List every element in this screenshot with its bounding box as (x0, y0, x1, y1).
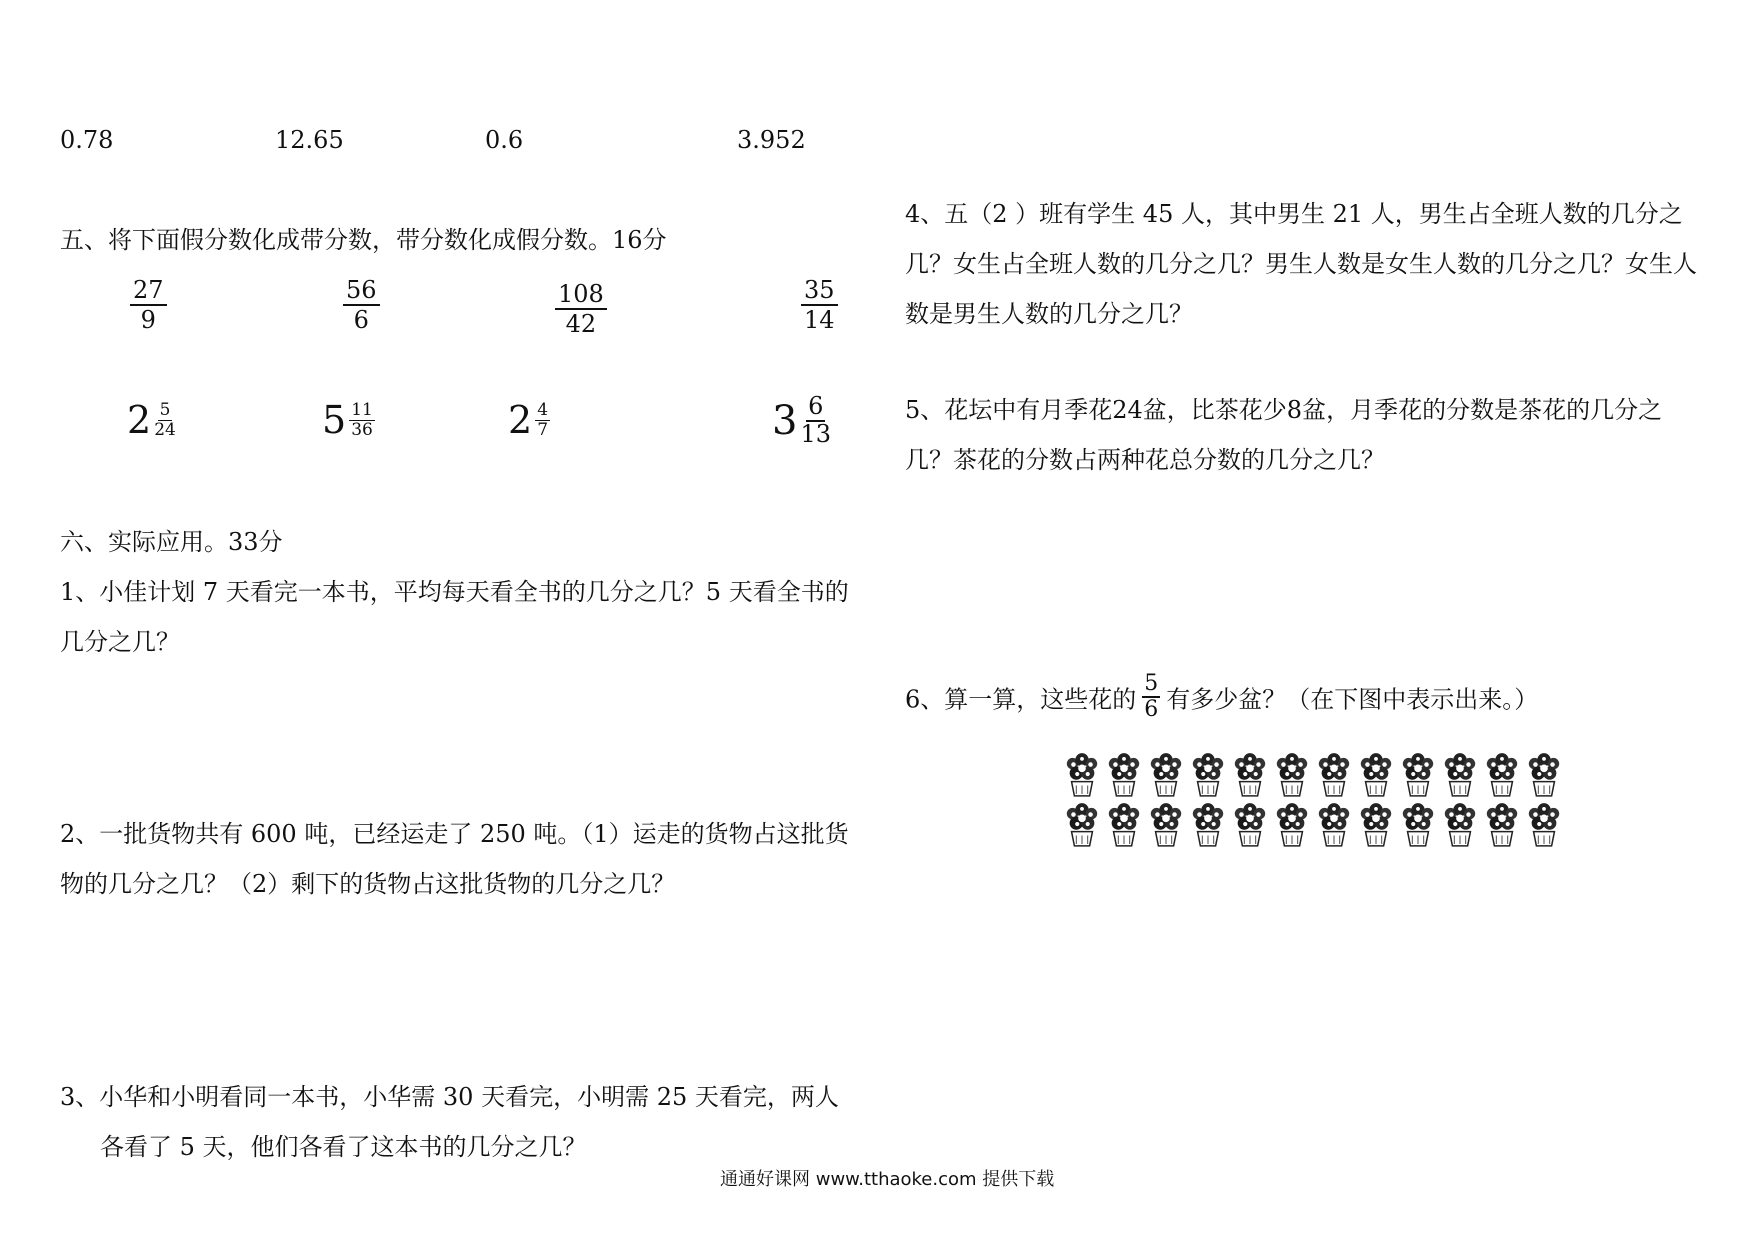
flower-pot (1315, 752, 1353, 798)
flower-pot (1441, 752, 1479, 798)
mixed-whole: 3 (772, 397, 798, 444)
improper-fraction-2 (343, 277, 380, 333)
fraction-denominator: 9 (140, 306, 156, 334)
flower-row-2 (1063, 802, 1563, 848)
mixed-number-3 (508, 400, 550, 440)
flower-pot (1231, 752, 1269, 798)
mixed-denominator: 24 (154, 420, 176, 440)
mixed-denominator: 13 (800, 420, 831, 448)
question-6-prefix: 6、算一算，这些花的 (905, 685, 1137, 714)
improper-fraction-3 (555, 281, 607, 337)
flower-pot (1189, 752, 1227, 798)
flower-pot (1525, 802, 1563, 848)
flower-pot (1273, 752, 1311, 798)
mixed-denominator: 36 (351, 420, 373, 440)
flower-row-1 (1063, 752, 1563, 798)
flower-pot (1147, 802, 1185, 848)
fraction-numerator: 108 (555, 281, 607, 310)
mixed-numerator: 5 (159, 400, 171, 420)
section5-title: 五、将下面假分数化成带分数，带分数化成假分数。16分 (60, 226, 667, 254)
flower-pot (1105, 802, 1143, 848)
fraction-numerator: 27 (130, 277, 167, 306)
mixed-numerator: 4 (537, 400, 549, 420)
mixed-denominator: 7 (537, 420, 549, 440)
fraction-denominator: 6 (1144, 697, 1159, 722)
flower-pot (1525, 752, 1563, 798)
question-6 (905, 671, 1539, 726)
improper-fraction-1 (130, 277, 167, 333)
question-4: 4、五（2 ）班有学生 45 人，其中男生 21 人，男生占全班人数的几分之几？女生占全班人数的几分之几？男生人数是女生人数的几分之几？女生人数是男生人数的几分之几？ (905, 200, 1697, 328)
mixed-whole: 2 (508, 398, 533, 442)
top-number-1: 0.78 (60, 126, 114, 154)
flower-pot (1483, 802, 1521, 848)
top-number-4: 3.952 (737, 126, 806, 154)
footer-credit: 通通好课网 www.tthaoke.com 提供下载 (720, 1169, 1055, 1190)
fraction-denominator: 6 (353, 306, 369, 334)
fraction-denominator: 14 (804, 306, 835, 334)
flower-pot (1105, 752, 1143, 798)
flower-pot (1399, 802, 1437, 848)
question-2: 2、一批货物共有 600 吨，已经运走了 250 吨。（1）运走的货物占这批货物的几分之几？（2）剩下的货物占这批货物的几分之几？ (60, 820, 849, 898)
flower-pot (1189, 802, 1227, 848)
flower-pot (1357, 752, 1395, 798)
flower-pot (1063, 752, 1101, 798)
question-6-suffix: 有多少盆？（在下图中表示出来。） (1166, 685, 1539, 714)
flower-pot (1441, 802, 1479, 848)
flower-pots-grid (1063, 752, 1563, 852)
flower-pot (1063, 802, 1101, 848)
flower-pot (1231, 802, 1269, 848)
question-5: 5、花坛中有月季花24盆，比茶花少8盆，月季花的分数是茶花的几分之几？茶花的分数占两种花总分数的几分之几？ (905, 396, 1663, 474)
question-3-line2: 各看了 5 天，他们各看了这本书的几分之几？ (100, 1133, 587, 1161)
flower-pot (1273, 802, 1311, 848)
top-number-3: 0.6 (485, 126, 524, 154)
flower-pot (1315, 802, 1353, 848)
mixed-number-1 (127, 400, 176, 440)
mixed-whole: 5 (322, 398, 347, 442)
flower-pot (1357, 802, 1395, 848)
mixed-number-4 (772, 394, 831, 447)
fraction-numerator: 5 (1144, 671, 1159, 696)
flower-pot (1147, 752, 1185, 798)
fraction-denominator: 42 (565, 310, 597, 338)
mixed-whole: 2 (127, 398, 152, 442)
section6-title: 六、实际应用。33分 (60, 528, 283, 556)
question-3-line1: 3、小华和小明看同一本书，小华需 30 天看完，小明需 25 天看完，两人 (60, 1083, 839, 1111)
fraction-numerator: 35 (801, 277, 838, 306)
question-1: 1、小佳计划 7 天看完一本书，平均每天看全书的几分之几？5 天看全书的几分之几？ (60, 578, 849, 656)
mixed-numerator: 11 (351, 400, 373, 420)
fraction-numerator: 56 (343, 277, 380, 306)
flower-pot (1483, 752, 1521, 798)
improper-fraction-4 (801, 277, 838, 333)
question-6-fraction (1142, 672, 1160, 722)
top-number-2: 12.65 (275, 126, 344, 154)
mixed-numerator: 6 (808, 392, 824, 420)
mixed-number-2 (322, 400, 375, 440)
flower-pot (1399, 752, 1437, 798)
